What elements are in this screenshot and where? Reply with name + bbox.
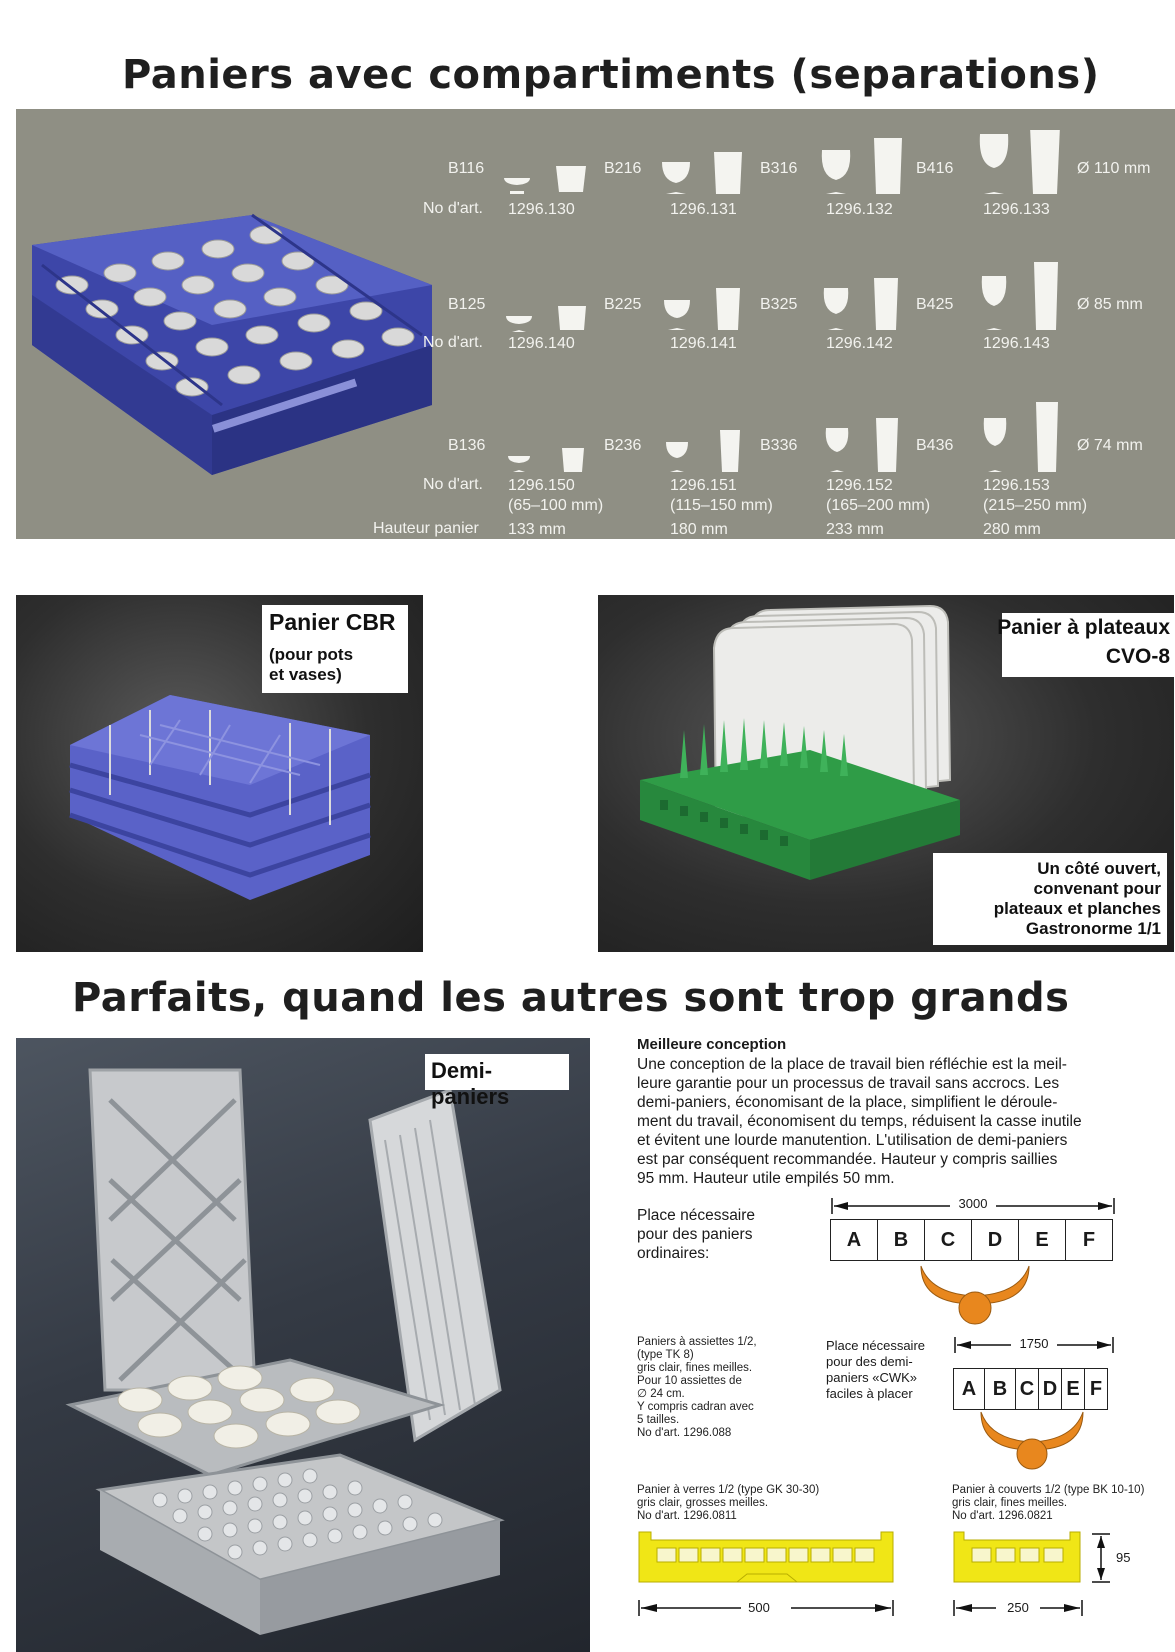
demi-basket-f: F	[1084, 1368, 1108, 1410]
basket-d: D	[971, 1219, 1019, 1261]
height-180: 180 mm	[670, 521, 728, 538]
cvo-note-line-2: convenant pour	[1033, 879, 1161, 898]
art-1296-152: 1296.152	[826, 477, 893, 494]
cbr-callout	[262, 605, 408, 693]
basket-b: B	[877, 1219, 925, 1261]
cvo-rack-image	[640, 600, 1020, 890]
dimension-arrow-95	[1088, 1532, 1114, 1584]
art-1296-151: 1296.151	[670, 477, 737, 494]
bk-line: gris clair, fines meilles.	[952, 1497, 1068, 1509]
place-demi-text	[826, 1338, 925, 1402]
conception-title: Meilleure conception	[637, 1036, 787, 1053]
basket-e: E	[1018, 1219, 1066, 1261]
height-label: Hauteur panier	[373, 520, 479, 537]
demi-basket-e: E	[1061, 1368, 1085, 1410]
art-label: No d'art.	[423, 200, 483, 217]
basket-a: A	[830, 1219, 878, 1261]
tk8-line: Pour 10 assiettes de	[637, 1375, 742, 1387]
tk8-line: ∅ 24 cm.	[637, 1388, 685, 1400]
art-label: No d'art.	[423, 334, 483, 351]
demi-basket-c: C	[1015, 1368, 1039, 1410]
place-demi-line: pour des demi-	[826, 1354, 913, 1369]
demi-basket-b: B	[984, 1368, 1016, 1410]
cvo-title-2: CVO-8	[1105, 645, 1170, 668]
height-133: 133 mm	[508, 521, 566, 538]
page-title: Paniers avec compartiments (separations)	[122, 52, 1100, 98]
art-label: No d'art.	[423, 476, 483, 493]
code-b125: B125	[448, 296, 486, 313]
dimension-95: 95	[1116, 1550, 1131, 1565]
range-215-250: (215–250 mm)	[983, 497, 1088, 514]
demi-basket-row	[953, 1368, 1108, 1410]
art-1296-133: 1296.133	[983, 201, 1050, 218]
tk8-line: 5 tailles.	[637, 1414, 680, 1426]
gk-line: gris clair, grosses meilles.	[637, 1497, 769, 1509]
tk8-line: No d'art. 1296.088	[637, 1427, 732, 1439]
place-ordinary-line: pour des paniers	[637, 1226, 753, 1243]
worker-reach-icon	[915, 1262, 1035, 1332]
dimension-1750: 1750	[1019, 1336, 1049, 1351]
cbr-subtitle-1: (pour pots	[269, 645, 354, 664]
diameter-74: Ø 74 mm	[1077, 437, 1143, 454]
code-b216: B216	[604, 160, 642, 177]
art-1296-140: 1296.140	[508, 335, 575, 352]
conception-line: 95 mm. Hauteur utile empilés 50 mm.	[637, 1170, 895, 1187]
gk-line: Panier à verres 1/2 (type GK 30-30)	[637, 1484, 820, 1496]
art-1296-150: 1296.150	[508, 477, 575, 494]
code-b436: B436	[916, 437, 954, 454]
code-b336: B336	[760, 437, 798, 454]
bk-line: Panier à couverts 1/2 (type BK 10-10)	[952, 1484, 1145, 1496]
gk-basket-image	[637, 1530, 895, 1586]
code-b136: B136	[448, 437, 486, 454]
compartment-rack-image	[22, 205, 442, 490]
dimension-3000: 3000	[958, 1196, 988, 1211]
code-b116: B116	[448, 160, 485, 177]
code-b225: B225	[604, 296, 642, 313]
demi-basket-d: D	[1038, 1368, 1062, 1410]
conception-line: Une conception de la place de travail bien réfléchie est la meil-	[637, 1056, 1067, 1073]
glass-icons	[500, 130, 1100, 490]
height-280: 280 mm	[983, 521, 1041, 538]
conception-line: leure garantie pour un processus de travail sans accrocs. Les	[637, 1075, 1060, 1092]
cvo-title-1: Panier à plateaux	[997, 616, 1170, 639]
demi-callout	[425, 1054, 569, 1109]
height-233: 233 mm	[826, 521, 884, 538]
cbr-title: Panier CBR	[269, 609, 396, 635]
cbr-rack-image	[50, 665, 390, 905]
code-b325: B325	[760, 296, 798, 313]
place-ordinary-line: Place nécessaire	[637, 1207, 756, 1224]
code-b236: B236	[604, 437, 642, 454]
place-ordinary-line: ordinaires:	[637, 1245, 710, 1262]
place-ordinary-text	[637, 1206, 755, 1263]
conception-line: est par conséquent recommandée. Hauteur y compris saillies	[637, 1151, 1058, 1168]
art-1296-142: 1296.142	[826, 335, 893, 352]
art-1296-141: 1296.141	[670, 335, 737, 352]
place-demi-line: paniers «CWK»	[826, 1370, 918, 1385]
gk-line: No d'art. 1296.0811	[637, 1510, 737, 1522]
conception-body	[637, 1055, 1157, 1188]
diameter-110: Ø 110 mm	[1077, 160, 1151, 177]
basket-f: F	[1065, 1219, 1113, 1261]
conception-line: et évitent une lourde manutention. L'utilisation de demi-paniers	[637, 1132, 1068, 1149]
bk-basket-image	[952, 1530, 1084, 1586]
art-1296-132: 1296.132	[826, 201, 893, 218]
bk-description	[952, 1484, 1144, 1523]
cvo-note	[933, 853, 1167, 945]
gk-description	[637, 1484, 819, 1523]
tk8-line: (type TK 8)	[637, 1349, 694, 1361]
code-b425: B425	[916, 296, 954, 313]
diameter-85: Ø 85 mm	[1077, 296, 1143, 313]
tk8-line: gris clair, fines meilles.	[637, 1362, 753, 1374]
tk8-line: Y compris cadran avec	[637, 1401, 754, 1413]
range-65-100: (65–100 mm)	[508, 497, 604, 514]
cvo-callout	[997, 613, 1174, 677]
dimension-250: 250	[1007, 1600, 1029, 1615]
cvo-note-line-1: Un côté ouvert,	[1037, 859, 1161, 878]
art-1296-143: 1296.143	[983, 335, 1050, 352]
cbr-subtitle-2: et vases)	[269, 665, 342, 684]
worker-reach-icon	[975, 1408, 1089, 1478]
demi-racks-image	[40, 1060, 580, 1650]
art-1296-131: 1296.131	[670, 201, 737, 218]
demi-basket-a: A	[953, 1368, 985, 1410]
section-title: Parfaits, quand les autres sont trop grands	[72, 975, 1070, 1021]
basket-c: C	[924, 1219, 972, 1261]
demi-label: Demi-paniers	[431, 1058, 510, 1109]
conception-line: demi-paniers, économisant de la place, simplifient le déroule-	[637, 1094, 1058, 1111]
conception-line: ment du travail, économisent du temps, réduisent la casse inutile	[637, 1113, 1082, 1130]
place-demi-line: faciles à placer	[826, 1386, 913, 1401]
cvo-note-line-3: plateaux et planches	[993, 899, 1161, 918]
bk-line: No d'art. 1296.0821	[952, 1510, 1053, 1522]
cvo-note-line-4: Gastronorme 1/1	[1025, 919, 1161, 938]
dimension-500: 500	[748, 1600, 770, 1615]
code-b416: B416	[916, 160, 954, 177]
range-165-200: (165–200 mm)	[826, 497, 931, 514]
ordinary-basket-row	[830, 1219, 1113, 1261]
range-115-150: (115–150 mm)	[670, 497, 773, 514]
art-1296-153: 1296.153	[983, 477, 1050, 494]
code-b316: B316	[760, 160, 798, 177]
tk8-line: Paniers à assiettes 1/2,	[637, 1336, 757, 1348]
art-1296-130: 1296.130	[508, 201, 575, 218]
tk8-description	[637, 1336, 757, 1440]
place-demi-line: Place nécessaire	[826, 1338, 925, 1353]
